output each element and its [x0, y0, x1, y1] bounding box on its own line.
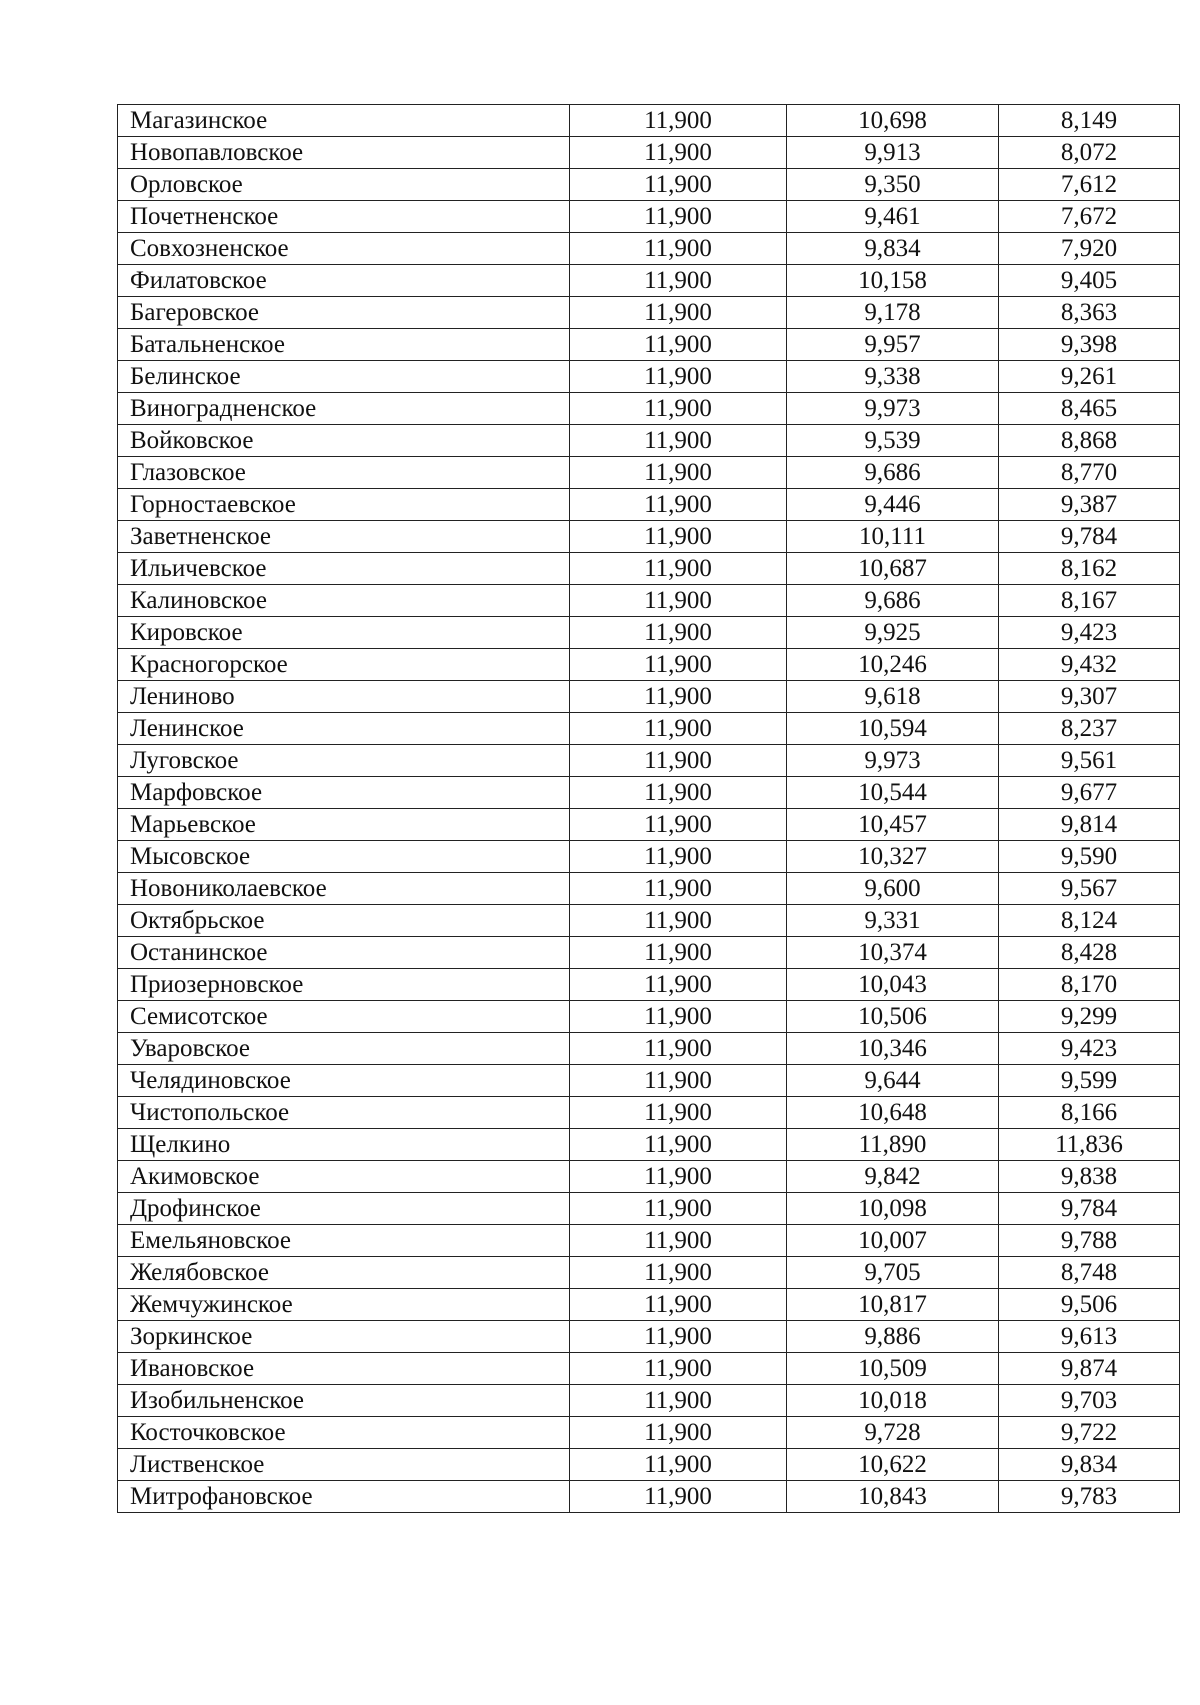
settlement-name-cell: Марьевское: [118, 809, 570, 841]
value-cell-1: 11,900: [570, 265, 787, 297]
value-cell-1: 11,900: [570, 521, 787, 553]
settlement-name-cell: Новопавловское: [118, 137, 570, 169]
value-cell-1: 11,900: [570, 969, 787, 1001]
table-row: [118, 1353, 1180, 1385]
table-row: [118, 1449, 1180, 1481]
value-cell-1: 11,900: [570, 1001, 787, 1033]
value-cell-2: 9,350: [787, 169, 999, 201]
settlement-name-cell: Кировское: [118, 617, 570, 649]
settlement-name-cell: Лиственское: [118, 1449, 570, 1481]
table-row: [118, 713, 1180, 745]
value-cell-1: 11,900: [570, 553, 787, 585]
value-cell-2: 10,843: [787, 1481, 999, 1513]
table-row: [118, 1257, 1180, 1289]
table-row: [118, 841, 1180, 873]
value-cell-3: 9,788: [999, 1225, 1180, 1257]
settlement-name-cell: Виноградненское: [118, 393, 570, 425]
value-cell-3: 9,387: [999, 489, 1180, 521]
settlement-name-cell: Приозерновское: [118, 969, 570, 1001]
value-cell-2: 10,506: [787, 1001, 999, 1033]
value-cell-1: 11,900: [570, 745, 787, 777]
table-row: [118, 649, 1180, 681]
value-cell-2: 11,890: [787, 1129, 999, 1161]
value-cell-2: 9,973: [787, 393, 999, 425]
settlement-name-cell: Почетненское: [118, 201, 570, 233]
value-cell-3: 9,432: [999, 649, 1180, 681]
value-cell-3: 9,506: [999, 1289, 1180, 1321]
value-cell-1: 11,900: [570, 1481, 787, 1513]
value-cell-3: 9,834: [999, 1449, 1180, 1481]
settlement-name-cell: Ильичевское: [118, 553, 570, 585]
settlement-name-cell: Зоркинское: [118, 1321, 570, 1353]
settlement-name-cell: Войковское: [118, 425, 570, 457]
table-row: [118, 969, 1180, 1001]
value-cell-3: 8,363: [999, 297, 1180, 329]
table-body: [118, 105, 1180, 1513]
value-cell-2: 10,648: [787, 1097, 999, 1129]
value-cell-2: 9,913: [787, 137, 999, 169]
value-cell-3: 8,428: [999, 937, 1180, 969]
value-cell-2: 9,178: [787, 297, 999, 329]
value-cell-2: 9,925: [787, 617, 999, 649]
value-cell-1: 11,900: [570, 201, 787, 233]
table-row: [118, 809, 1180, 841]
value-cell-1: 11,900: [570, 1225, 787, 1257]
value-cell-2: 10,158: [787, 265, 999, 297]
value-cell-2: 10,018: [787, 1385, 999, 1417]
settlement-name-cell: Белинское: [118, 361, 570, 393]
table-row: [118, 489, 1180, 521]
value-cell-2: 9,834: [787, 233, 999, 265]
value-cell-2: 9,957: [787, 329, 999, 361]
settlement-name-cell: Уваровское: [118, 1033, 570, 1065]
table-row: [118, 1193, 1180, 1225]
table-row: [118, 777, 1180, 809]
table-row: [118, 1385, 1180, 1417]
settlement-name-cell: Красногорское: [118, 649, 570, 681]
settlement-name-cell: Изобильненское: [118, 1385, 570, 1417]
value-cell-2: 9,461: [787, 201, 999, 233]
settlement-name-cell: Горностаевское: [118, 489, 570, 521]
settlement-name-cell: Ивановское: [118, 1353, 570, 1385]
table-row: [118, 457, 1180, 489]
table-row: [118, 1481, 1180, 1513]
table-row: [118, 745, 1180, 777]
settlement-name-cell: Лениново: [118, 681, 570, 713]
value-cell-2: 10,594: [787, 713, 999, 745]
value-cell-1: 11,900: [570, 329, 787, 361]
value-cell-1: 11,900: [570, 585, 787, 617]
table-row: [118, 1033, 1180, 1065]
settlement-name-cell: Магазинское: [118, 105, 570, 137]
settlement-name-cell: Орловское: [118, 169, 570, 201]
settlement-name-cell: Чистопольское: [118, 1097, 570, 1129]
value-cell-3: 8,162: [999, 553, 1180, 585]
value-cell-2: 10,098: [787, 1193, 999, 1225]
value-cell-2: 10,346: [787, 1033, 999, 1065]
value-cell-3: 11,836: [999, 1129, 1180, 1161]
settlement-name-cell: Ленинское: [118, 713, 570, 745]
value-cell-2: 9,600: [787, 873, 999, 905]
value-cell-1: 11,900: [570, 649, 787, 681]
table-row: [118, 1161, 1180, 1193]
table-row: [118, 329, 1180, 361]
value-cell-1: 11,900: [570, 617, 787, 649]
table-row: [118, 937, 1180, 969]
settlement-name-cell: Глазовское: [118, 457, 570, 489]
value-cell-2: 10,817: [787, 1289, 999, 1321]
table-row: [118, 585, 1180, 617]
value-cell-3: 9,874: [999, 1353, 1180, 1385]
value-cell-3: 9,423: [999, 617, 1180, 649]
table-row: [118, 905, 1180, 937]
value-cell-1: 11,900: [570, 137, 787, 169]
value-cell-3: 8,124: [999, 905, 1180, 937]
table-row: [118, 137, 1180, 169]
value-cell-1: 11,900: [570, 1065, 787, 1097]
settlement-name-cell: Батальненское: [118, 329, 570, 361]
table-row: [118, 1001, 1180, 1033]
value-cell-3: 9,599: [999, 1065, 1180, 1097]
value-cell-2: 10,698: [787, 105, 999, 137]
value-cell-1: 11,900: [570, 1289, 787, 1321]
value-cell-1: 11,900: [570, 1321, 787, 1353]
table-row: [118, 1321, 1180, 1353]
value-cell-2: 9,686: [787, 585, 999, 617]
table-row: [118, 169, 1180, 201]
value-cell-1: 11,900: [570, 713, 787, 745]
value-cell-3: 8,072: [999, 137, 1180, 169]
value-cell-2: 9,539: [787, 425, 999, 457]
value-cell-3: 9,299: [999, 1001, 1180, 1033]
value-cell-3: 9,613: [999, 1321, 1180, 1353]
value-cell-2: 9,446: [787, 489, 999, 521]
value-cell-2: 9,338: [787, 361, 999, 393]
value-cell-3: 8,465: [999, 393, 1180, 425]
value-cell-1: 11,900: [570, 937, 787, 969]
value-cell-1: 11,900: [570, 809, 787, 841]
value-cell-1: 11,900: [570, 169, 787, 201]
value-cell-3: 9,561: [999, 745, 1180, 777]
settlement-name-cell: Желябовское: [118, 1257, 570, 1289]
value-cell-1: 11,900: [570, 1129, 787, 1161]
settlement-name-cell: Филатовское: [118, 265, 570, 297]
value-cell-3: 9,405: [999, 265, 1180, 297]
value-cell-3: 9,398: [999, 329, 1180, 361]
table-row: [118, 1097, 1180, 1129]
value-cell-3: 9,703: [999, 1385, 1180, 1417]
value-cell-3: 9,567: [999, 873, 1180, 905]
value-cell-3: 8,770: [999, 457, 1180, 489]
table-row: [118, 1289, 1180, 1321]
data-table: [117, 104, 1180, 1513]
value-cell-2: 10,043: [787, 969, 999, 1001]
value-cell-1: 11,900: [570, 905, 787, 937]
value-cell-3: 9,677: [999, 777, 1180, 809]
value-cell-3: 7,672: [999, 201, 1180, 233]
value-cell-1: 11,900: [570, 873, 787, 905]
settlement-name-cell: Семисотское: [118, 1001, 570, 1033]
settlement-name-cell: Мысовское: [118, 841, 570, 873]
value-cell-2: 10,457: [787, 809, 999, 841]
value-cell-1: 11,900: [570, 777, 787, 809]
settlement-name-cell: Совхозненское: [118, 233, 570, 265]
value-cell-1: 11,900: [570, 1193, 787, 1225]
table-row: [118, 1065, 1180, 1097]
value-cell-2: 9,886: [787, 1321, 999, 1353]
value-cell-1: 11,900: [570, 1161, 787, 1193]
settlement-name-cell: Останинское: [118, 937, 570, 969]
table-row: [118, 1225, 1180, 1257]
value-cell-3: 9,307: [999, 681, 1180, 713]
value-cell-2: 10,007: [787, 1225, 999, 1257]
value-cell-3: 8,166: [999, 1097, 1180, 1129]
value-cell-3: 8,237: [999, 713, 1180, 745]
value-cell-2: 9,618: [787, 681, 999, 713]
value-cell-1: 11,900: [570, 1033, 787, 1065]
value-cell-2: 10,622: [787, 1449, 999, 1481]
value-cell-1: 11,900: [570, 1449, 787, 1481]
value-cell-1: 11,900: [570, 489, 787, 521]
value-cell-2: 10,327: [787, 841, 999, 873]
table-row: [118, 233, 1180, 265]
table-row: [118, 105, 1180, 137]
table-row: [118, 201, 1180, 233]
table-row: [118, 1129, 1180, 1161]
value-cell-2: 9,331: [787, 905, 999, 937]
value-cell-2: 9,705: [787, 1257, 999, 1289]
table-row: [118, 681, 1180, 713]
value-cell-1: 11,900: [570, 393, 787, 425]
value-cell-3: 9,722: [999, 1417, 1180, 1449]
settlement-name-cell: Акимовское: [118, 1161, 570, 1193]
value-cell-2: 10,544: [787, 777, 999, 809]
table-row: [118, 873, 1180, 905]
settlement-name-cell: Октябрьское: [118, 905, 570, 937]
value-cell-1: 11,900: [570, 681, 787, 713]
value-cell-1: 11,900: [570, 1257, 787, 1289]
value-cell-3: 9,838: [999, 1161, 1180, 1193]
table-row: [118, 1417, 1180, 1449]
value-cell-2: 10,509: [787, 1353, 999, 1385]
settlement-name-cell: Жемчужинское: [118, 1289, 570, 1321]
table-row: [118, 297, 1180, 329]
value-cell-2: 10,111: [787, 521, 999, 553]
value-cell-3: 7,920: [999, 233, 1180, 265]
table-row: [118, 361, 1180, 393]
value-cell-2: 9,973: [787, 745, 999, 777]
value-cell-3: 8,170: [999, 969, 1180, 1001]
value-cell-3: 8,167: [999, 585, 1180, 617]
value-cell-1: 11,900: [570, 1417, 787, 1449]
value-cell-1: 11,900: [570, 233, 787, 265]
value-cell-3: 9,261: [999, 361, 1180, 393]
settlement-name-cell: Луговское: [118, 745, 570, 777]
value-cell-3: 9,784: [999, 521, 1180, 553]
value-cell-2: 9,842: [787, 1161, 999, 1193]
value-cell-1: 11,900: [570, 1385, 787, 1417]
table-row: [118, 521, 1180, 553]
value-cell-3: 7,612: [999, 169, 1180, 201]
settlement-name-cell: Митрофановское: [118, 1481, 570, 1513]
value-cell-3: 9,423: [999, 1033, 1180, 1065]
settlement-name-cell: Марфовское: [118, 777, 570, 809]
table-row: [118, 617, 1180, 649]
table-row: [118, 393, 1180, 425]
table-row: [118, 553, 1180, 585]
value-cell-3: 9,784: [999, 1193, 1180, 1225]
value-cell-1: 11,900: [570, 1353, 787, 1385]
settlement-name-cell: Дрофинское: [118, 1193, 570, 1225]
value-cell-3: 8,868: [999, 425, 1180, 457]
value-cell-1: 11,900: [570, 841, 787, 873]
value-cell-3: 9,590: [999, 841, 1180, 873]
settlement-name-cell: Челядиновское: [118, 1065, 570, 1097]
table-row: [118, 425, 1180, 457]
value-cell-3: 9,814: [999, 809, 1180, 841]
value-cell-1: 11,900: [570, 297, 787, 329]
value-cell-1: 11,900: [570, 105, 787, 137]
settlement-name-cell: Щелкино: [118, 1129, 570, 1161]
value-cell-2: 9,644: [787, 1065, 999, 1097]
value-cell-1: 11,900: [570, 425, 787, 457]
value-cell-2: 9,728: [787, 1417, 999, 1449]
value-cell-2: 10,246: [787, 649, 999, 681]
value-cell-3: 8,748: [999, 1257, 1180, 1289]
value-cell-3: 8,149: [999, 105, 1180, 137]
settlement-name-cell: Косточковское: [118, 1417, 570, 1449]
value-cell-2: 10,374: [787, 937, 999, 969]
settlement-name-cell: Новониколаевское: [118, 873, 570, 905]
value-cell-1: 11,900: [570, 361, 787, 393]
value-cell-2: 9,686: [787, 457, 999, 489]
value-cell-1: 11,900: [570, 1097, 787, 1129]
value-cell-2: 10,687: [787, 553, 999, 585]
value-cell-1: 11,900: [570, 457, 787, 489]
settlement-name-cell: Калиновское: [118, 585, 570, 617]
settlement-name-cell: Емельяновское: [118, 1225, 570, 1257]
settlement-name-cell: Заветненское: [118, 521, 570, 553]
value-cell-3: 9,783: [999, 1481, 1180, 1513]
table-row: [118, 265, 1180, 297]
settlement-name-cell: Багеровское: [118, 297, 570, 329]
